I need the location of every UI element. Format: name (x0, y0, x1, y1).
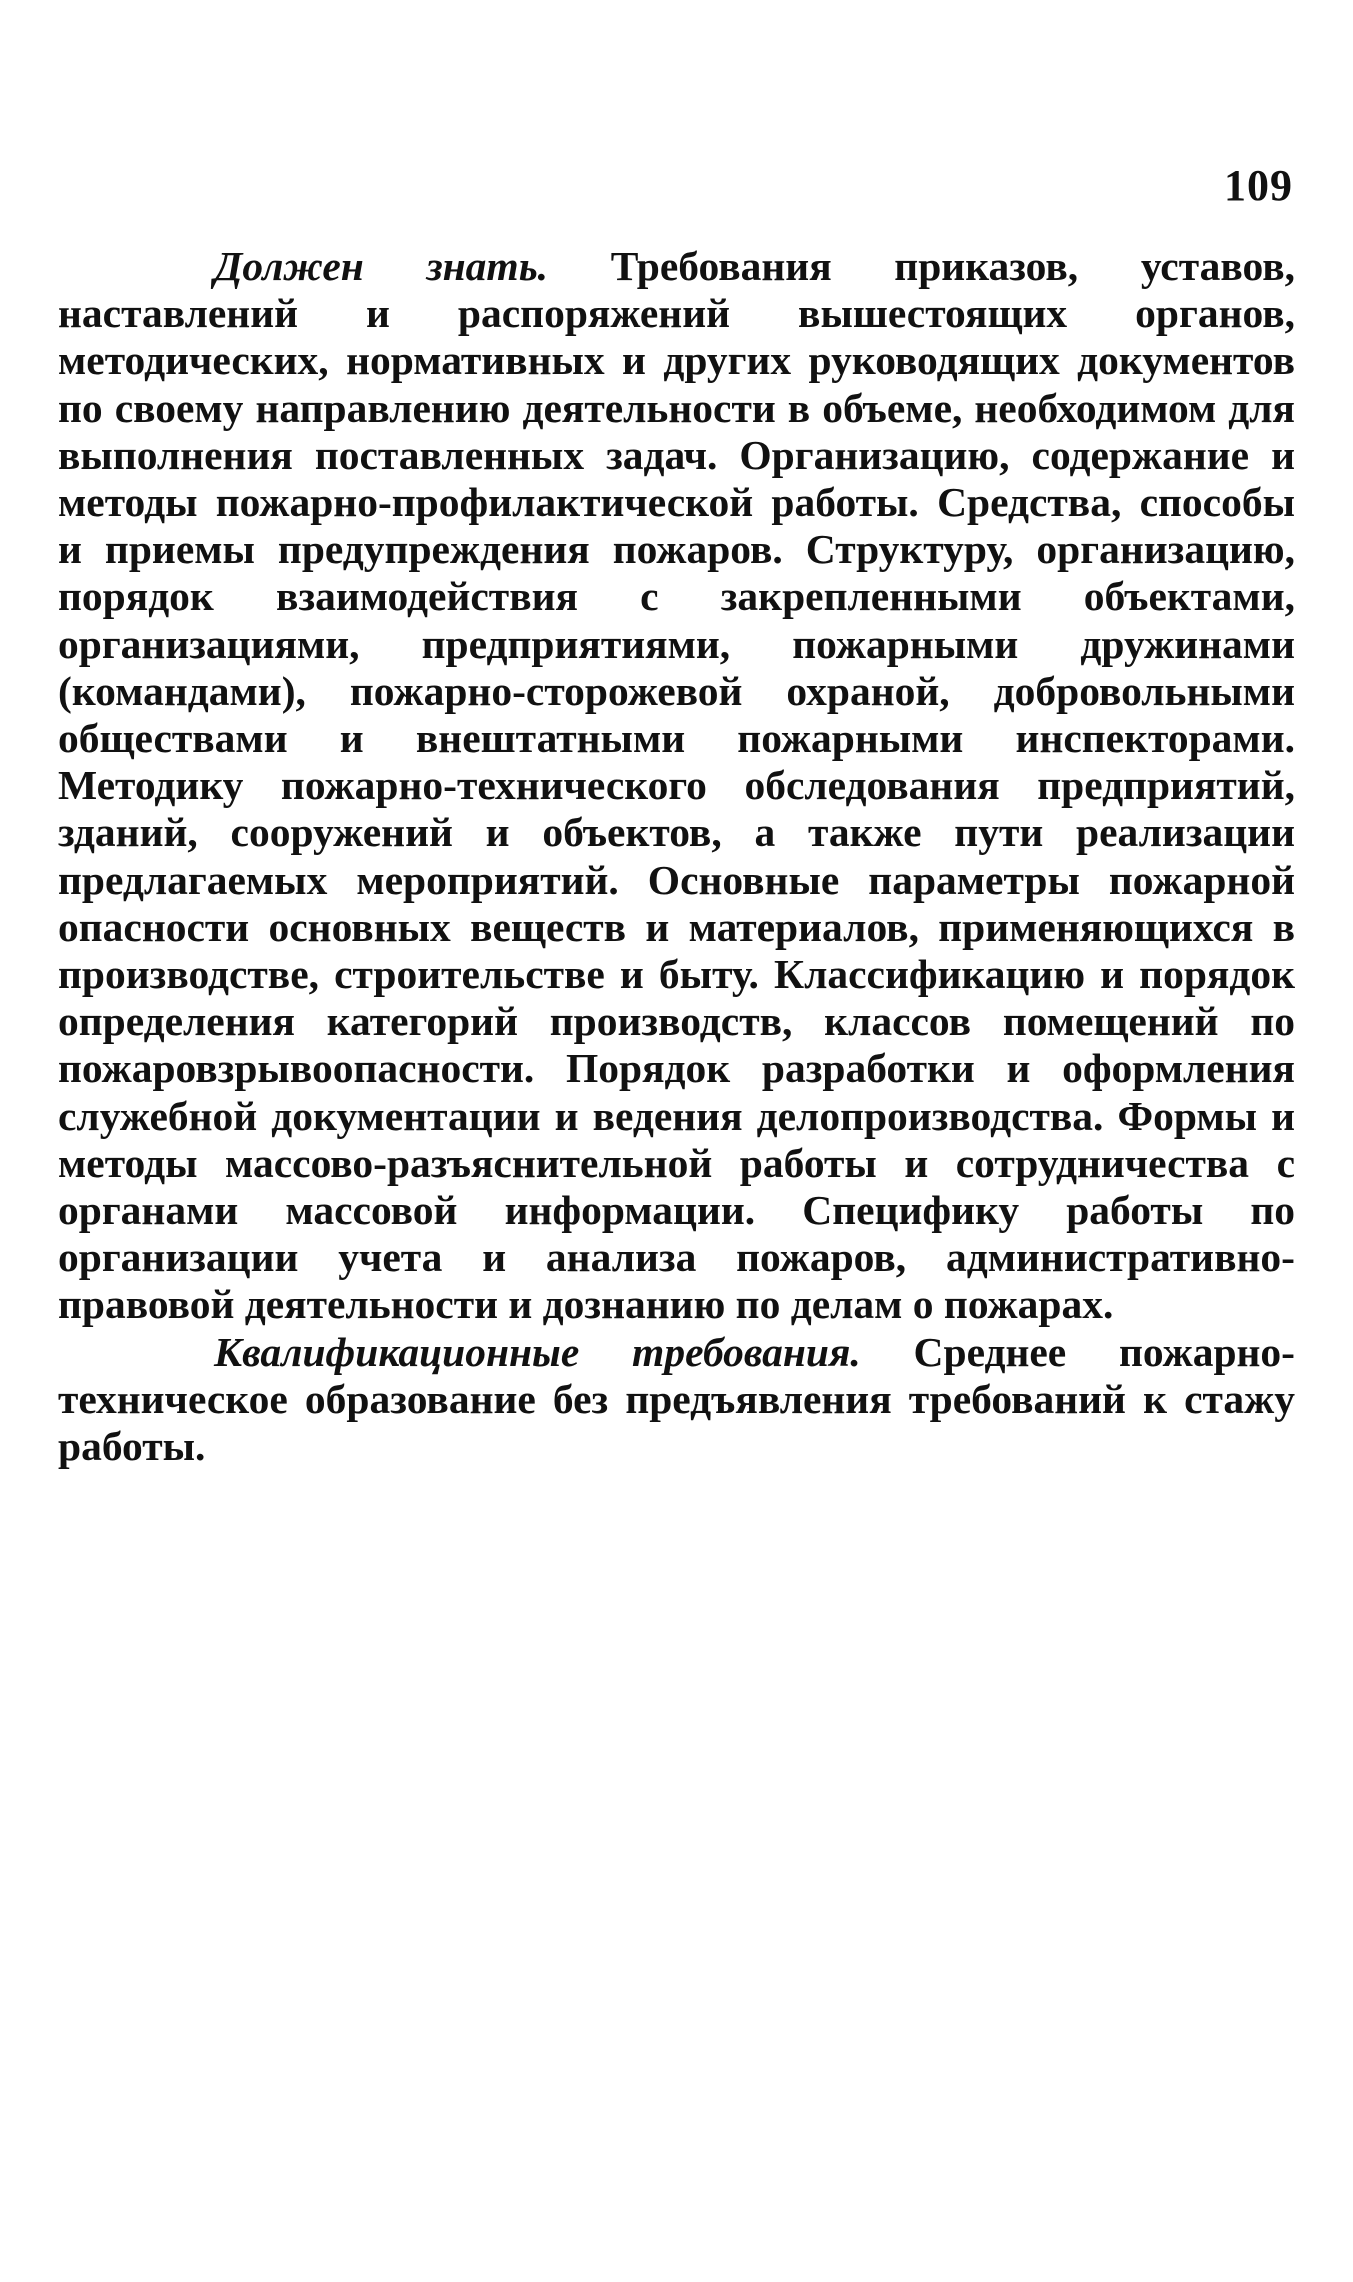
paragraph-qualification (58, 1329, 1295, 1471)
paragraph-text-qualification: Среднее пожарно-техническое образование без предъявления требований к стажу работы. (58, 1328, 1295, 1470)
page-number: 109 (1224, 161, 1293, 210)
body-text (58, 243, 1295, 1470)
paragraph-text-must-know: Требования приказов, уставов, наставлений и распоряжений вышестоящих органов, методических, нормативных и других руководящих документов по своему направлению деятельности в объеме, необходимом для выполнения поставленных задач. Организацию, содержание и методы пожарно-профилактической работы. Средства, способы и приемы предупреждения пожаров. Структуру, организацию, порядок взаимодействия с закрепленными объектами, организациями, предприятиями, пожарными дружинами (командами), пожарно-сторожевой охраной, добровольными обществами и внештатными пожарными инспекторами. Методику пожарно-технического обследования предприятий, зданий, сооружений и объектов, а также пути реализации предлагаемых мероприятий. Основные параметры пожарной опасности основных веществ и материалов, применяющихся в производстве, строительстве и быту. Классификацию и порядок определения категорий производств, классов помещений по пожаровзрывоопасности. Порядок разработки и оформления служебной документации и ведения делопроизводства. Формы и методы массово-разъяснительной работы и сотрудничества с органами массовой информации. Специфику работы по организации учета и анализа пожаров, административно-правовой деятельности и дознанию по делам о пожарах. (58, 243, 1295, 1328)
paragraph-lead-qualification: Квалификационные требования. (214, 1328, 861, 1375)
paragraph-must-know (58, 243, 1295, 1329)
paragraph-lead-must-know: Должен знать. (214, 243, 549, 289)
